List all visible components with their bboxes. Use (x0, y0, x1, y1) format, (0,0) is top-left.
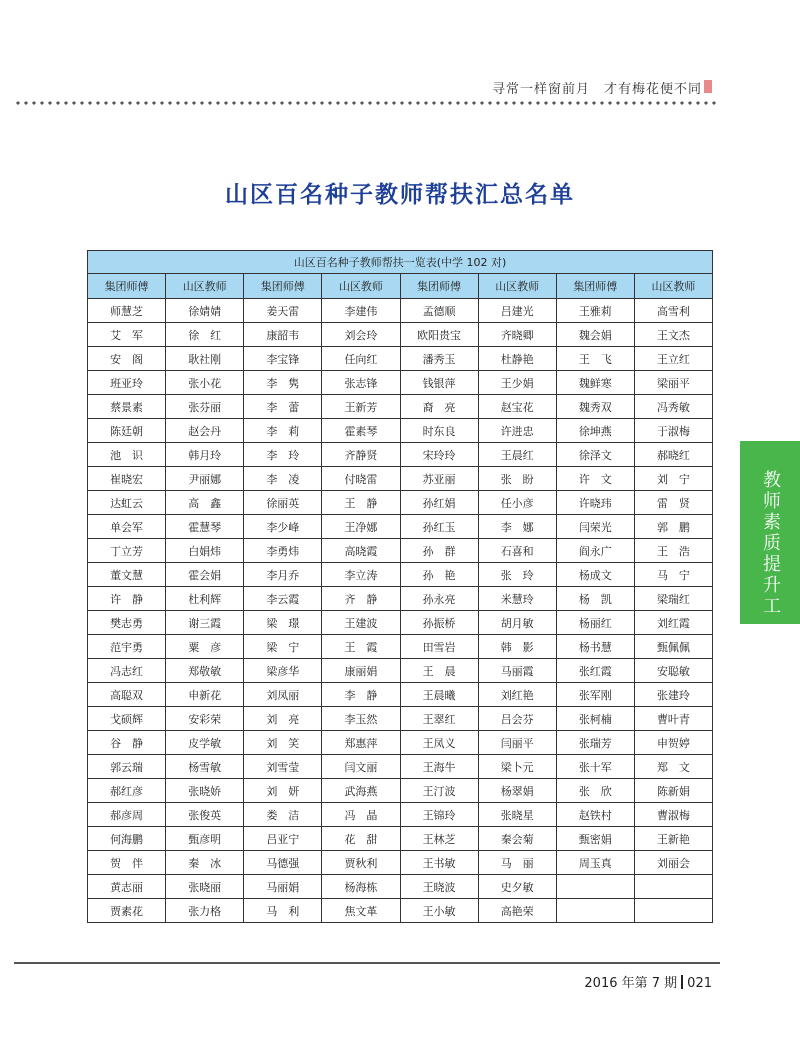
mentor-name-cell: 马丽娟 (244, 875, 322, 899)
table-row (88, 323, 713, 347)
teacher-name-cell: 张志锋 (322, 371, 400, 395)
teacher-name-cell: 王少娟 (478, 371, 556, 395)
teacher-name-cell: 吕会芬 (478, 707, 556, 731)
mentor-name-cell: 蔡景素 (88, 395, 166, 419)
table-row (88, 899, 713, 923)
mentor-name-cell: 丁立芳 (88, 539, 166, 563)
teacher-name-cell: 张力格 (166, 899, 244, 923)
teacher-name-cell: 白娟炜 (166, 539, 244, 563)
mentor-name-cell: 李宝锋 (244, 347, 322, 371)
teacher-name-cell: 齐静贤 (322, 443, 400, 467)
teacher-name-cell: 赵宝花 (478, 395, 556, 419)
mentor-name-cell: 吕亚宁 (244, 827, 322, 851)
teacher-name-cell: 张 盼 (478, 467, 556, 491)
teacher-name-cell: 梁丽平 (634, 371, 712, 395)
teacher-name-cell: 甄彦明 (166, 827, 244, 851)
teacher-name-cell: 郑敬敏 (166, 659, 244, 683)
mentor-name-cell (556, 875, 634, 899)
mentor-name-cell: 王书敏 (400, 851, 478, 875)
mentor-name-cell: 阎永广 (556, 539, 634, 563)
mentor-name-cell: 徐丽英 (244, 491, 322, 515)
teacher-name-cell: 梁瑞红 (634, 587, 712, 611)
mentor-name-cell: 何海鹏 (88, 827, 166, 851)
mentor-name-cell: 李 凌 (244, 467, 322, 491)
teacher-name-cell: 贾秋利 (322, 851, 400, 875)
mentor-name-cell: 王 飞 (556, 347, 634, 371)
table-row (88, 875, 713, 899)
mentor-name-cell: 苏亚丽 (400, 467, 478, 491)
mentor-name-cell: 裔 亮 (400, 395, 478, 419)
teacher-name-cell: 李玉然 (322, 707, 400, 731)
teacher-name-cell: 郑惠萍 (322, 731, 400, 755)
table-row (88, 779, 713, 803)
table-row (88, 683, 713, 707)
mentor-name-cell: 李勇炜 (244, 539, 322, 563)
mentor-name-cell: 王汀波 (400, 779, 478, 803)
teacher-name-cell: 梁卜元 (478, 755, 556, 779)
teacher-name-cell: 王 浩 (634, 539, 712, 563)
table-row (88, 563, 713, 587)
mentor-name-cell: 范宇勇 (88, 635, 166, 659)
teacher-name-cell: 秦 冰 (166, 851, 244, 875)
mentor-name-cell: 王海牛 (400, 755, 478, 779)
teacher-name-cell: 张小花 (166, 371, 244, 395)
mentor-name-cell: 师慧芝 (88, 299, 166, 323)
mentor-name-cell: 王 晨 (400, 659, 478, 683)
table-body (88, 299, 713, 923)
teacher-name-cell: 张晓娇 (166, 779, 244, 803)
teacher-name-cell: 冯秀敏 (634, 395, 712, 419)
table-row (88, 827, 713, 851)
mentor-name-cell: 单会军 (88, 515, 166, 539)
table-row (88, 467, 713, 491)
page-number: 021 (687, 976, 712, 991)
mentor-name-cell: 李 隽 (244, 371, 322, 395)
teacher-name-cell: 杨海栋 (322, 875, 400, 899)
mentor-name-cell: 郝彦周 (88, 803, 166, 827)
teacher-name-cell: 高艳荣 (478, 899, 556, 923)
mentor-name-cell (556, 899, 634, 923)
teacher-name-cell: 郝晓红 (634, 443, 712, 467)
header-marker (704, 80, 712, 93)
mentor-name-cell: 董文慧 (88, 563, 166, 587)
mentor-name-cell: 张军刚 (556, 683, 634, 707)
teacher-name-cell: 粟 彦 (166, 635, 244, 659)
mentor-name-cell: 徐坤燕 (556, 419, 634, 443)
teacher-name-cell: 王建波 (322, 611, 400, 635)
mentor-name-cell: 孙永亮 (400, 587, 478, 611)
teacher-name-cell: 康丽娟 (322, 659, 400, 683)
mentor-name-cell: 孟德顺 (400, 299, 478, 323)
table-row (88, 803, 713, 827)
mentor-name-cell: 安 阁 (88, 347, 166, 371)
running-head: 寻常一样窗前月 才有梅花便不同 (491, 82, 702, 97)
dotted-divider (14, 100, 720, 106)
teacher-name-cell: 马 丽 (478, 851, 556, 875)
teacher-name-cell: 任小彦 (478, 491, 556, 515)
teacher-name-cell: 皮学敏 (166, 731, 244, 755)
mentor-name-cell: 梁 璟 (244, 611, 322, 635)
teacher-name-cell: 刘丽会 (634, 851, 712, 875)
teacher-name-cell: 张 玲 (478, 563, 556, 587)
teacher-name-cell: 马丽霞 (478, 659, 556, 683)
mentor-name-cell: 赵铁村 (556, 803, 634, 827)
issue-label: 2016 年第 7 期 (584, 976, 678, 991)
mentor-name-cell: 郭云瑞 (88, 755, 166, 779)
teacher-name-cell: 胡月敏 (478, 611, 556, 635)
mentor-name-cell: 李 玲 (244, 443, 322, 467)
teacher-name-cell: 张晓星 (478, 803, 556, 827)
column-header: 山区教师 (478, 274, 556, 299)
page-title: 山区百名种子教师帮扶汇总名单 (225, 182, 575, 208)
mentor-name-cell: 李 蕾 (244, 395, 322, 419)
mentor-name-cell: 潘秀玉 (400, 347, 478, 371)
teacher-name-cell: 马 宁 (634, 563, 712, 587)
mentor-name-cell: 欧阳贵宝 (400, 323, 478, 347)
section-side-tab (700, 441, 800, 624)
table-row (88, 419, 713, 443)
teacher-name-cell: 石喜和 (478, 539, 556, 563)
mentor-name-cell: 宋玲玲 (400, 443, 478, 467)
table-row (88, 347, 713, 371)
mentor-name-cell: 魏鲜寒 (556, 371, 634, 395)
teacher-name-cell: 徐 红 (166, 323, 244, 347)
teacher-name-cell: 李 静 (322, 683, 400, 707)
section-side-tab-label: 教师素质提升工程 (700, 470, 781, 617)
mentor-name-cell: 王凤义 (400, 731, 478, 755)
table-row (88, 443, 713, 467)
teacher-name-cell: 甄佩佩 (634, 635, 712, 659)
teacher-name-cell: 齐晓卿 (478, 323, 556, 347)
teacher-name-cell: 秦会菊 (478, 827, 556, 851)
teacher-name-cell: 赵会丹 (166, 419, 244, 443)
teacher-name-cell: 张俊英 (166, 803, 244, 827)
footer-separator (681, 975, 683, 989)
mentor-name-cell: 王林芝 (400, 827, 478, 851)
teacher-name-cell: 王晨红 (478, 443, 556, 467)
table-row (88, 851, 713, 875)
teacher-name-cell: 李建伟 (322, 299, 400, 323)
column-header: 集团师傅 (88, 274, 166, 299)
table-row (88, 587, 713, 611)
mentor-name-cell: 王翠红 (400, 707, 478, 731)
mentor-name-cell: 李月乔 (244, 563, 322, 587)
mentor-name-cell: 王晨曦 (400, 683, 478, 707)
mentor-name-cell: 王小敏 (400, 899, 478, 923)
teacher-name-cell: 冯 晶 (322, 803, 400, 827)
teacher-name-cell: 王净娜 (322, 515, 400, 539)
table-row (88, 731, 713, 755)
mentor-name-cell: 陈廷朝 (88, 419, 166, 443)
mentor-name-cell: 孙振桥 (400, 611, 478, 635)
mentor-name-cell: 杨书慧 (556, 635, 634, 659)
teacher-name-cell: 尹丽娜 (166, 467, 244, 491)
teacher-name-cell: 张芬丽 (166, 395, 244, 419)
teacher-name-cell: 曹淑梅 (634, 803, 712, 827)
teacher-name-cell: 武海燕 (322, 779, 400, 803)
teacher-name-cell: 张建玲 (634, 683, 712, 707)
teacher-name-cell: 霍会娟 (166, 563, 244, 587)
teacher-name-cell: 焦文革 (322, 899, 400, 923)
mentor-name-cell: 艾 军 (88, 323, 166, 347)
mentor-name-cell: 许 静 (88, 587, 166, 611)
mentor-name-cell: 戈硕辉 (88, 707, 166, 731)
teacher-name-cell: 杨翠娟 (478, 779, 556, 803)
mentor-name-cell: 张柯楠 (556, 707, 634, 731)
teacher-name-cell: 韩 影 (478, 635, 556, 659)
teacher-name-cell: 王立红 (634, 347, 712, 371)
mentor-name-cell: 池 识 (88, 443, 166, 467)
mentor-name-cell: 梁 宁 (244, 635, 322, 659)
mentor-name-cell: 李 莉 (244, 419, 322, 443)
mentor-name-cell: 贾素花 (88, 899, 166, 923)
teacher-name-cell: 史夕敏 (478, 875, 556, 899)
teacher-name-cell: 付晓雷 (322, 467, 400, 491)
mentor-name-cell: 孙红玉 (400, 515, 478, 539)
teacher-name-cell: 陈新娟 (634, 779, 712, 803)
mentor-name-cell: 许晓玮 (556, 491, 634, 515)
mentor-name-cell: 刘 妍 (244, 779, 322, 803)
teacher-name-cell: 刘 宁 (634, 467, 712, 491)
teacher-name-cell: 闫文丽 (322, 755, 400, 779)
teacher-name-cell: 李立涛 (322, 563, 400, 587)
teacher-name-cell: 齐 静 (322, 587, 400, 611)
mentor-name-cell: 谷 静 (88, 731, 166, 755)
mentor-name-cell: 王晓波 (400, 875, 478, 899)
teacher-name-cell: 杜静艳 (478, 347, 556, 371)
mentor-name-cell: 冯志红 (88, 659, 166, 683)
mentor-name-cell: 娄 洁 (244, 803, 322, 827)
column-header: 集团师傅 (556, 274, 634, 299)
teacher-name-cell: 曹叶青 (634, 707, 712, 731)
mentor-name-cell: 孙 艳 (400, 563, 478, 587)
teacher-name-cell: 李 娜 (478, 515, 556, 539)
teacher-name-cell: 王文杰 (634, 323, 712, 347)
mentor-name-cell: 李云霞 (244, 587, 322, 611)
mentor-name-cell: 张红霞 (556, 659, 634, 683)
table-row (88, 659, 713, 683)
table-row (88, 395, 713, 419)
mentor-name-cell: 张 欣 (556, 779, 634, 803)
teacher-name-cell: 杨雪敏 (166, 755, 244, 779)
mentor-name-cell: 魏秀双 (556, 395, 634, 419)
mentor-name-cell: 姜天雷 (244, 299, 322, 323)
teacher-name-cell: 谢三霞 (166, 611, 244, 635)
mentor-name-cell: 杨丽红 (556, 611, 634, 635)
column-header: 集团师傅 (400, 274, 478, 299)
mentor-name-cell: 刘凤丽 (244, 683, 322, 707)
mentor-name-cell: 魏会娟 (556, 323, 634, 347)
column-header: 山区教师 (634, 274, 712, 299)
page-footer (584, 972, 712, 991)
table-row (88, 635, 713, 659)
mentor-name-cell: 马德强 (244, 851, 322, 875)
table-row (88, 515, 713, 539)
mentor-name-cell: 马 利 (244, 899, 322, 923)
teacher-name-cell: 许进忠 (478, 419, 556, 443)
mentor-name-cell: 杨成文 (556, 563, 634, 587)
mentor-name-cell: 王雅莉 (556, 299, 634, 323)
mentor-name-cell: 黄志丽 (88, 875, 166, 899)
teacher-name-cell: 申贺婷 (634, 731, 712, 755)
teacher-name-cell: 高晓霞 (322, 539, 400, 563)
teacher-name-cell: 霍素琴 (322, 419, 400, 443)
mentor-name-cell: 康韶韦 (244, 323, 322, 347)
mentor-name-cell: 刘 笑 (244, 731, 322, 755)
table-row (88, 539, 713, 563)
teacher-name-cell: 刘红艳 (478, 683, 556, 707)
table-row (88, 299, 713, 323)
mentor-name-cell: 田雪岩 (400, 635, 478, 659)
mentor-name-cell: 刘雪莹 (244, 755, 322, 779)
teacher-name-cell: 王新芳 (322, 395, 400, 419)
teacher-name-cell (634, 875, 712, 899)
mentor-name-cell: 贺 伴 (88, 851, 166, 875)
column-header: 山区教师 (166, 274, 244, 299)
mentor-name-cell: 孙 群 (400, 539, 478, 563)
teacher-name-cell: 张晓丽 (166, 875, 244, 899)
teacher-name-cell: 雷 贤 (634, 491, 712, 515)
teacher-name-cell: 韩月玲 (166, 443, 244, 467)
table-row (88, 707, 713, 731)
teacher-name-cell: 杜利辉 (166, 587, 244, 611)
table-row (88, 491, 713, 515)
teacher-name-cell: 郑 文 (634, 755, 712, 779)
teacher-name-cell: 王新艳 (634, 827, 712, 851)
mentor-name-cell: 张瑞芳 (556, 731, 634, 755)
footer-divider (14, 962, 720, 964)
teacher-name-cell: 徐婧婧 (166, 299, 244, 323)
teacher-name-cell: 王 霞 (322, 635, 400, 659)
mentor-name-cell: 许 文 (556, 467, 634, 491)
table-row (88, 371, 713, 395)
table-row (88, 611, 713, 635)
teacher-name-cell: 郭 鹏 (634, 515, 712, 539)
table-header-row (88, 274, 713, 299)
mentor-name-cell: 崔晓宏 (88, 467, 166, 491)
teacher-name-cell: 刘红霞 (634, 611, 712, 635)
teacher-name-cell: 申新花 (166, 683, 244, 707)
mentor-name-cell: 梁彦华 (244, 659, 322, 683)
mentor-name-cell: 樊志勇 (88, 611, 166, 635)
mentor-name-cell: 班亚玲 (88, 371, 166, 395)
teacher-name-cell: 任向红 (322, 347, 400, 371)
mentor-name-cell: 闫荣光 (556, 515, 634, 539)
teacher-name-cell: 花 甜 (322, 827, 400, 851)
teacher-name-cell (634, 899, 712, 923)
mentor-roster-table (87, 250, 713, 923)
teacher-name-cell: 耿社刚 (166, 347, 244, 371)
mentor-name-cell: 张十军 (556, 755, 634, 779)
table-caption: 山区百名种子教师帮扶一览表(中学 102 对) (88, 251, 713, 274)
mentor-name-cell: 钱银萍 (400, 371, 478, 395)
mentor-name-cell: 达虹云 (88, 491, 166, 515)
mentor-name-cell: 孙红娟 (400, 491, 478, 515)
mentor-name-cell: 杨 凯 (556, 587, 634, 611)
mentor-name-cell: 高聪双 (88, 683, 166, 707)
column-header: 集团师傅 (244, 274, 322, 299)
mentor-name-cell: 周玉真 (556, 851, 634, 875)
mentor-name-cell: 甄密娟 (556, 827, 634, 851)
teacher-name-cell: 王 静 (322, 491, 400, 515)
column-header: 山区教师 (322, 274, 400, 299)
teacher-name-cell: 高 鑫 (166, 491, 244, 515)
teacher-name-cell: 吕建光 (478, 299, 556, 323)
mentor-name-cell: 时东良 (400, 419, 478, 443)
teacher-name-cell: 于淑梅 (634, 419, 712, 443)
mentor-name-cell: 李少峰 (244, 515, 322, 539)
mentor-name-cell: 王锦玲 (400, 803, 478, 827)
teacher-name-cell: 米慧玲 (478, 587, 556, 611)
teacher-name-cell: 高雪利 (634, 299, 712, 323)
mentor-name-cell: 刘 亮 (244, 707, 322, 731)
table-row (88, 755, 713, 779)
teacher-name-cell: 霍慧琴 (166, 515, 244, 539)
mentor-name-cell: 郝红彦 (88, 779, 166, 803)
teacher-name-cell: 刘会玲 (322, 323, 400, 347)
teacher-name-cell: 闫丽平 (478, 731, 556, 755)
teacher-name-cell: 安彩荣 (166, 707, 244, 731)
teacher-name-cell: 安聪敏 (634, 659, 712, 683)
mentor-name-cell: 徐泽文 (556, 443, 634, 467)
